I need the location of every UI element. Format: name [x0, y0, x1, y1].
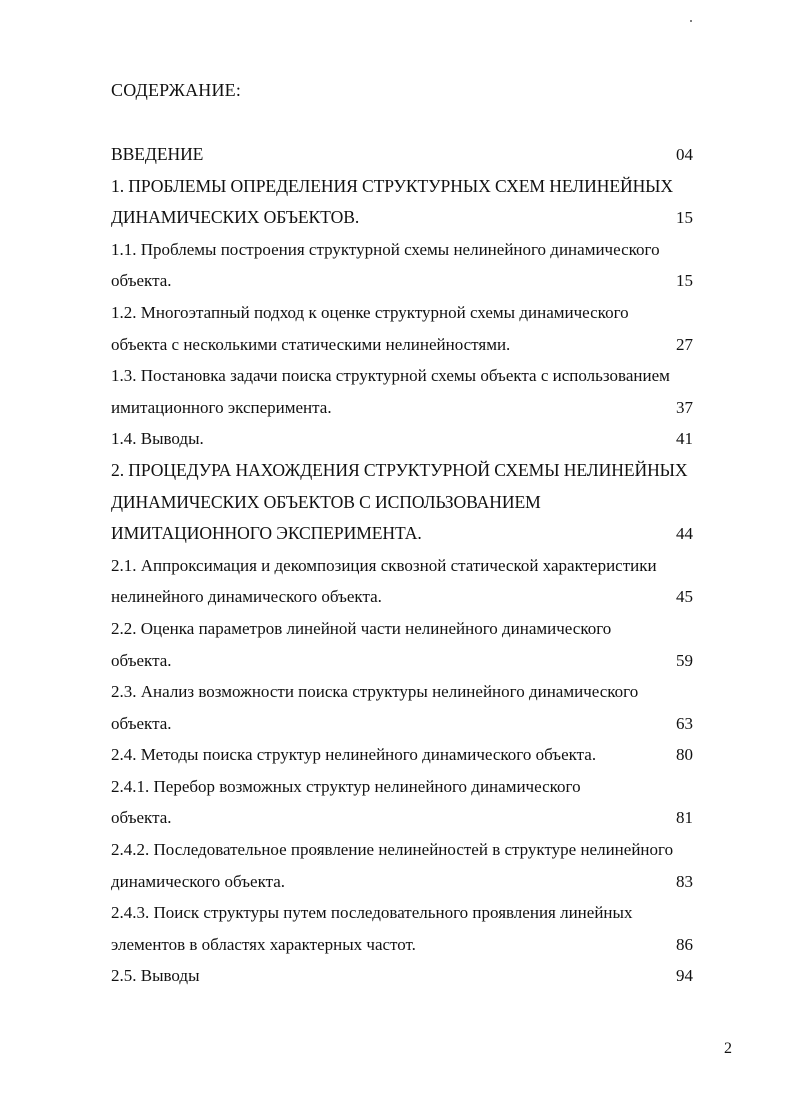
toc-line [111, 550, 736, 582]
toc-line-text: 2.4.2. Последовательное проявление нелинейностей в структуре нелинейного [111, 840, 674, 860]
toc-line-text: имитационного эксперимента. [111, 397, 332, 417]
toc-page-number: 15 [676, 271, 693, 291]
toc-line-text: объекта. [111, 808, 172, 828]
toc-line-text: 1.3. Постановка задачи поиска структурной схемы объекта с использованием [111, 366, 670, 386]
toc-line [111, 929, 736, 961]
toc-line-text: нелинейного динамического объекта. [111, 587, 382, 607]
toc-line [111, 139, 736, 171]
page-number: 2 [724, 1040, 732, 1057]
toc-line-text: 2.1. Аппроксимация и декомпозиция сквозной статической характеристики [111, 555, 657, 575]
toc-line-text: 2.4.3. Поиск структуры путем последовательного проявления линейных [111, 903, 633, 923]
toc-line [111, 329, 736, 361]
toc-line [111, 708, 736, 740]
toc-line [111, 866, 736, 898]
toc-line [111, 423, 736, 455]
toc-line [111, 897, 736, 929]
toc-page-number: 27 [676, 334, 693, 354]
toc-line-text: объекта. [111, 713, 172, 733]
toc-line-text: элементов в областях характерных частот. [111, 934, 416, 954]
toc-page-number: 37 [676, 397, 693, 417]
toc-line-text: объекта. [111, 650, 172, 670]
toc-line [111, 171, 736, 203]
toc-page-number: 63 [676, 713, 693, 733]
table-of-contents [111, 139, 736, 992]
toc-line [111, 960, 736, 992]
toc-line-text: 2.2. Оценка параметров линейной части нелинейного динамического [111, 618, 612, 638]
toc-page-number: 81 [676, 808, 693, 828]
toc-line-text: ДИНАМИЧЕСКИХ ОБЪЕКТОВ С ИСПОЛЬЗОВАНИЕМ [111, 491, 541, 512]
toc-page-number: 80 [676, 745, 693, 765]
toc-line-text: ДИНАМИЧЕСКИХ ОБЪЕКТОВ. [111, 207, 360, 228]
toc-line-text: 2.4.1. Перебор возможных структур нелинейного динамического [111, 776, 581, 796]
toc-heading: СОДЕРЖАНИЕ: [111, 80, 242, 100]
toc-line-text: 2.4. Методы поиска структур нелинейного динамического объекта. [111, 745, 597, 765]
toc-line-text: ВВЕДЕНИЕ [111, 144, 204, 164]
toc-line [111, 771, 736, 803]
toc-line-text: объекта с несколькими статическими нелинейностями. [111, 334, 511, 354]
toc-page-number: 04 [676, 145, 693, 164]
toc-line [111, 392, 736, 424]
toc-line-text: 2.5. Выводы [111, 966, 200, 986]
toc-line [111, 518, 736, 550]
scan-speck [690, 20, 692, 22]
toc-page-number: 45 [676, 587, 693, 607]
toc-line-text: 2. ПРОЦЕДУРА НАХОЖДЕНИЯ СТРУКТУРНОЙ СХЕМЫ НЕЛИНЕЙНЫХ [111, 459, 688, 480]
toc-line [111, 581, 736, 613]
toc-line-text: ИМИТАЦИОННОГО ЭКСПЕРИМЕНТА. [111, 523, 422, 544]
toc-page-number: 86 [676, 934, 693, 954]
toc-line [111, 455, 736, 487]
toc-line [111, 645, 736, 677]
toc-page-number: 15 [676, 208, 693, 228]
toc-line [111, 613, 736, 645]
toc-line [111, 265, 736, 297]
toc-line [111, 234, 736, 266]
toc-page-number: 83 [676, 871, 693, 891]
toc-line [111, 487, 736, 519]
toc-page-number: 44 [676, 524, 693, 544]
toc-line-text: 1. ПРОБЛЕМЫ ОПРЕДЕЛЕНИЯ СТРУКТУРНЫХ СХЕМ НЕЛИНЕЙНЫХ [111, 175, 674, 196]
toc-line [111, 834, 736, 866]
toc-line-text: 1.1. Проблемы построения структурной схемы нелинейного динамического [111, 239, 660, 259]
toc-line [111, 739, 736, 771]
toc-line-text: 1.2. Многоэтапный подход к оценке структурной схемы динамического [111, 302, 629, 322]
toc-page-number: 94 [676, 966, 693, 986]
toc-line [111, 297, 736, 329]
toc-line-text: 2.3. Анализ возможности поиска структуры нелинейного динамического [111, 682, 639, 702]
toc-page-number: 41 [676, 429, 693, 449]
toc-line-text: объекта. [111, 271, 172, 291]
toc-line-text: 1.4. Выводы. [111, 429, 204, 449]
toc-page-number: 59 [676, 650, 693, 670]
toc-line [111, 802, 736, 834]
toc-line [111, 360, 736, 392]
toc-line [111, 676, 736, 708]
toc-line [111, 202, 736, 234]
toc-line-text: динамического объекта. [111, 871, 286, 891]
